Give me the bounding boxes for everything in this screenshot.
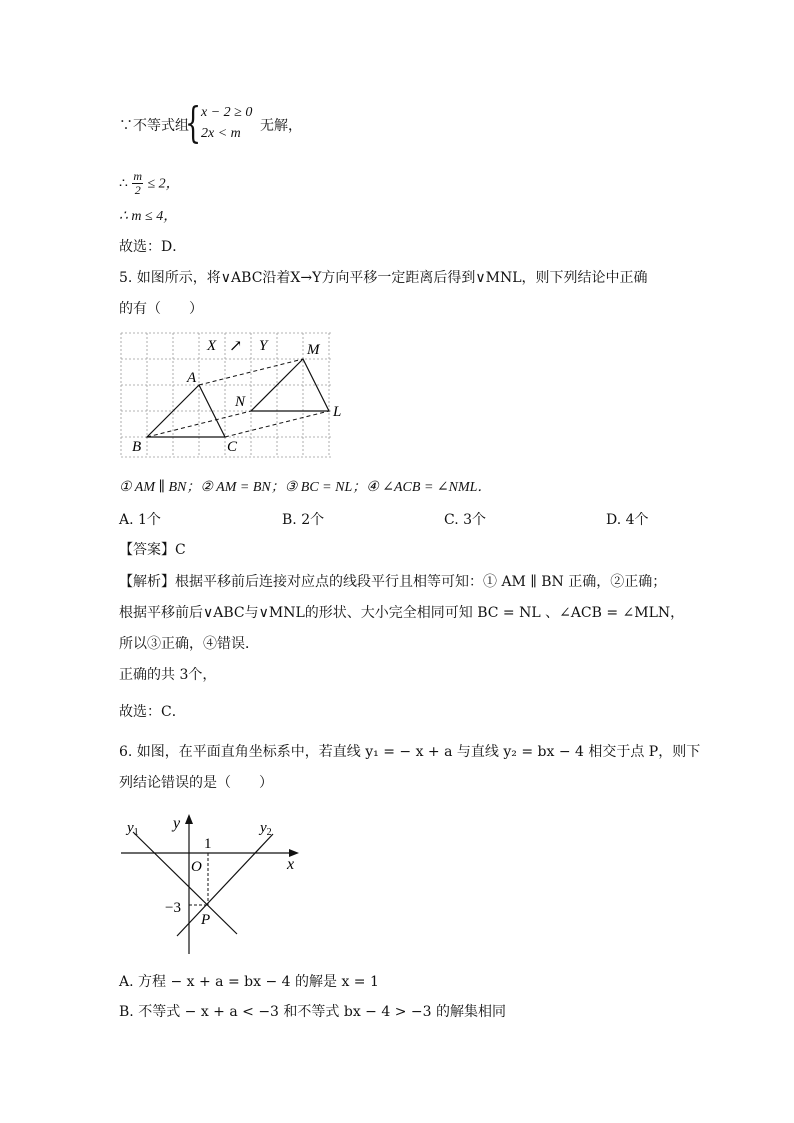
label-p: P bbox=[201, 912, 211, 928]
label-y1: $y_1$ bbox=[127, 820, 139, 838]
line-y2 bbox=[177, 834, 273, 936]
label-n: N bbox=[235, 394, 246, 410]
label-l: L bbox=[333, 404, 342, 420]
q5-option-d: D. 4个 bbox=[606, 512, 649, 528]
grid bbox=[121, 333, 331, 457]
label-m: M bbox=[307, 342, 320, 358]
label-one: 1 bbox=[204, 836, 212, 852]
y-axis-arrow-icon bbox=[185, 814, 193, 824]
label-a: A bbox=[187, 370, 197, 386]
label-y: Y bbox=[259, 338, 268, 354]
label-x: X bbox=[207, 338, 217, 354]
system-prefix: ∵不等式组 bbox=[119, 118, 189, 134]
label-y2: $y_2$ bbox=[260, 820, 272, 838]
q6-option-a: A. 方程 − x + a = bx − 4 的解是 x = 1 bbox=[119, 974, 379, 990]
system-row-1: x − 2 ≥ 0 bbox=[201, 105, 253, 120]
q5-count: 正确的共 3个， bbox=[119, 667, 217, 683]
system-row-2: 2x < m bbox=[201, 126, 241, 141]
q5-statements: ① AM ∥ BN；② AM = BN；③ BC = NL；④ ∠ACB = ∠NML． bbox=[119, 480, 492, 495]
q5-choice: 故选：C． bbox=[119, 704, 186, 720]
q6-stem-line-1: 6. 如图，在平面直角坐标系中，若直线 y₁ = − x + a 与直线 y₂ = bx − 4 相交于点 P，则下 bbox=[119, 744, 701, 760]
q5-option-b: B. 2个 bbox=[282, 512, 325, 528]
fraction-denominator: 2 bbox=[134, 183, 141, 197]
step-2: ∴ m ≤ 4， bbox=[119, 209, 178, 224]
q5-analysis-line-3: 所以③正确，④错误． bbox=[119, 636, 259, 652]
step-1 bbox=[119, 170, 180, 197]
q6-coordinate-figure bbox=[119, 808, 319, 958]
label-y-axis: y bbox=[173, 815, 181, 832]
q5-stem-line-2: 的有（ ） bbox=[119, 301, 203, 317]
line-y1 bbox=[133, 832, 237, 934]
q5-option-c: C. 3个 bbox=[444, 512, 487, 528]
label-c: C bbox=[227, 439, 238, 455]
q6-stem-line-2: 列结论错误的是（ ） bbox=[119, 775, 273, 791]
q5-analysis-line-2: 根据平移前后∨ABC与∨MNL的形状、大小完全相同可知 BC = NL 、∠ACB = ∠MLN， bbox=[119, 605, 685, 621]
label-origin: O bbox=[191, 859, 202, 875]
system-suffix: 无解， bbox=[260, 118, 302, 134]
q5-stem-line-1: 5. 如图所示，将∨ABC沿着X→Y方向平移一定距离后得到∨MNL，则下列结论中正确 bbox=[119, 270, 648, 286]
q5-option-a: A. 1个 bbox=[119, 512, 161, 528]
step-1-rest: ≤ 2， bbox=[147, 176, 180, 192]
fraction bbox=[132, 170, 143, 197]
therefore-symbol: ∴ bbox=[119, 175, 128, 192]
label-x-axis: x bbox=[287, 856, 295, 873]
label-b: B bbox=[132, 439, 142, 455]
q5-analysis-line-1: 【解析】根据平移前后连接对应点的线段平行且相等可知：① AM ∥ BN 正确，②正确； bbox=[119, 574, 667, 590]
q5-answer: 【答案】C bbox=[119, 542, 186, 558]
choice-q4: 故选：D． bbox=[119, 239, 187, 255]
label-minus-3: −3 bbox=[165, 900, 181, 916]
brace-symbol: { bbox=[185, 98, 202, 147]
fraction-numerator: m bbox=[133, 169, 143, 183]
q5-translation-figure bbox=[119, 330, 344, 460]
q6-option-b: B. 不等式 − x + a < −3 和不等式 bx − 4 > −3 的解集相同 bbox=[119, 1004, 506, 1020]
direction-arrow-icon: ↗ bbox=[229, 338, 243, 355]
